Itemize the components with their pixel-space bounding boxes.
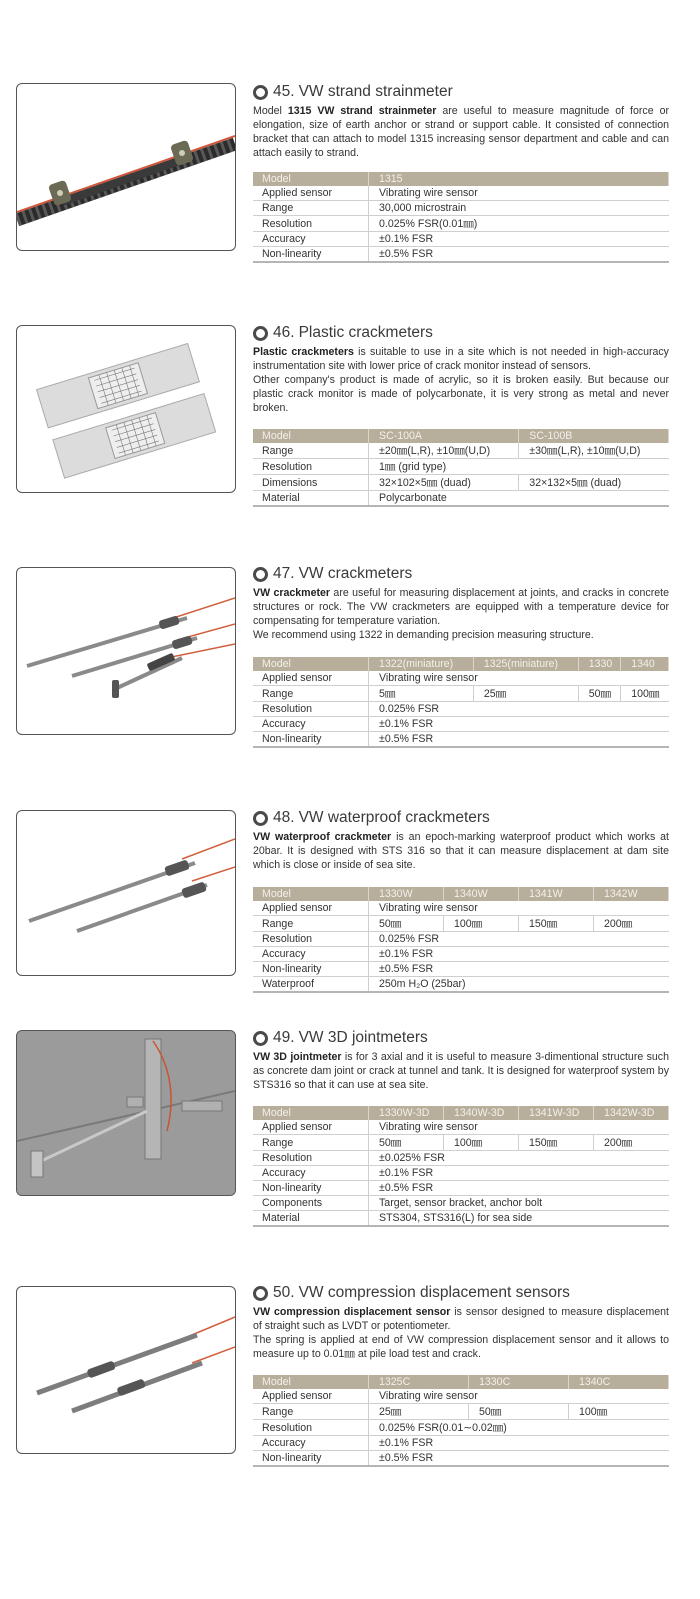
- table-header-row: [253, 657, 669, 671]
- header-label-cell: Model: [253, 887, 369, 901]
- spec-value-cell: 200㎜: [594, 916, 669, 932]
- description-paragraph: [253, 1305, 669, 1333]
- description-text: is for 3 axial and it is useful to measure 3-dimentional structure such as concrete dam joint or crack at tunnel and tank. It is designed for waterproof system by STS316 so that it can use at sea site.: [253, 1051, 669, 1091]
- product-name-bold: VW compression displacement sensor: [253, 1306, 451, 1318]
- spec-table: [253, 429, 669, 507]
- description-paragraph: [253, 830, 669, 872]
- table-row: [253, 475, 669, 491]
- table-row: [253, 702, 669, 717]
- section-title: [253, 564, 669, 584]
- table-row: [253, 1181, 669, 1196]
- spec-label-cell: Resolution: [253, 932, 369, 947]
- section-number: 45.: [273, 83, 295, 100]
- spec-value-cell: Vibrating wire sensor: [369, 901, 669, 916]
- product-name-bold: VW crackmeter: [253, 587, 331, 599]
- spec-label-cell: Non-linearity: [253, 1181, 369, 1196]
- model-cell: 1330W-3D: [369, 1106, 444, 1120]
- spec-value-cell: 32×132×5㎜ (duad): [519, 475, 669, 491]
- spec-value-cell: 150㎜: [519, 1135, 594, 1151]
- description-paragraph: [253, 345, 669, 373]
- vw-3d-jointmeter-photo: [16, 1030, 236, 1196]
- table-row: [253, 1451, 669, 1467]
- spec-value-cell: 50㎜: [469, 1404, 569, 1420]
- spec-table: [253, 1106, 669, 1227]
- table-row: [253, 717, 669, 732]
- table-row: [253, 1436, 669, 1451]
- section-description: [253, 586, 669, 642]
- spec-value-cell: Vibrating wire sensor: [369, 186, 669, 201]
- spec-label-cell: Resolution: [253, 216, 369, 232]
- spec-value-cell: 1㎜ (grid type): [369, 459, 669, 475]
- section-description: [253, 1305, 669, 1361]
- section-title-text: VW waterproof crackmeters: [298, 809, 490, 826]
- model-cell: SC-100A: [369, 429, 519, 443]
- spec-value-cell: Target, sensor bracket, anchor bolt: [369, 1196, 669, 1211]
- bullet-icon: [253, 1031, 268, 1046]
- spec-value-cell: ±0.5% FSR: [369, 1451, 669, 1467]
- spec-value-cell: 50㎜: [578, 686, 621, 702]
- table-row: [253, 1135, 669, 1151]
- description-text: is suitable to use in a site which is not needed in high-accuracy instrumentation site with lower price of crack monitor instead of sensors.: [253, 346, 669, 372]
- spec-value-cell: Vibrating wire sensor: [369, 1389, 669, 1404]
- model-cell: 1342W: [594, 887, 669, 901]
- description-paragraph: [253, 104, 669, 160]
- spec-value-cell: 250m H₂O (25bar): [369, 977, 669, 993]
- section-number: 50.: [273, 1284, 295, 1301]
- table-row: [253, 962, 669, 977]
- spec-value-cell: ±0.5% FSR: [369, 962, 669, 977]
- section-content: [253, 1028, 669, 1092]
- spec-value-cell: ±30㎜(L,R), ±10㎜(U,D): [519, 443, 669, 459]
- spec-label-cell: Accuracy: [253, 1166, 369, 1181]
- section-description: [253, 1050, 669, 1092]
- table-header-row: [253, 887, 669, 901]
- table-row: [253, 671, 669, 686]
- spec-table: [253, 172, 669, 263]
- table-header-row: [253, 1106, 669, 1120]
- spec-value-cell: 25㎜: [369, 1404, 469, 1420]
- table-row: [253, 916, 669, 932]
- header-label-cell: Model: [253, 172, 369, 186]
- spec-label-cell: Accuracy: [253, 717, 369, 732]
- product-name-bold: VW 3D jointmeter: [253, 1051, 342, 1063]
- spec-value-cell: 0.025% FSR(0.01㎜): [369, 216, 669, 232]
- spec-label-cell: Applied sensor: [253, 1120, 369, 1135]
- table-header-row: [253, 429, 669, 443]
- section-title: [253, 1283, 669, 1303]
- spec-label-cell: Non-linearity: [253, 1451, 369, 1467]
- model-cell: 1325C: [369, 1375, 469, 1389]
- table-header-row: [253, 172, 669, 186]
- spec-value-cell: Vibrating wire sensor: [369, 671, 669, 686]
- header-label-cell: Model: [253, 1106, 369, 1120]
- section-content: [253, 808, 669, 872]
- model-cell: 1341W-3D: [519, 1106, 594, 1120]
- section-description: [253, 345, 669, 415]
- model-cell: SC-100B: [519, 429, 669, 443]
- description-paragraph: [253, 1050, 669, 1092]
- section-content: [253, 323, 669, 415]
- spec-label-cell: Applied sensor: [253, 671, 369, 686]
- spec-value-cell: 0.025% FSR: [369, 932, 669, 947]
- spec-label-cell: Non-linearity: [253, 247, 369, 263]
- model-cell: 1330C: [469, 1375, 569, 1389]
- spec-label-cell: Non-linearity: [253, 732, 369, 748]
- table-row: [253, 443, 669, 459]
- table-row: [253, 186, 669, 201]
- model-cell: 1330: [578, 657, 621, 671]
- bullet-icon: [253, 326, 268, 341]
- spec-value-cell: 5㎜: [369, 686, 474, 702]
- table-row: [253, 1389, 669, 1404]
- spec-label-cell: Range: [253, 1404, 369, 1420]
- spec-value-cell: 25㎜: [473, 686, 578, 702]
- bullet-icon: [253, 567, 268, 582]
- spec-value-cell: 50㎜: [369, 916, 444, 932]
- description-paragraph: [253, 628, 669, 642]
- spec-label-cell: Waterproof: [253, 977, 369, 993]
- model-cell: 1325(miniature): [473, 657, 578, 671]
- section-content: [253, 82, 669, 160]
- section-title: [253, 323, 669, 343]
- spec-label-cell: Resolution: [253, 459, 369, 475]
- description-text: is sensor designed to measure displacement of straight such as LVDT or potentiometer.: [253, 1306, 669, 1332]
- vw-compression-sensor-photo: [16, 1286, 236, 1454]
- spec-label-cell: Accuracy: [253, 947, 369, 962]
- section-number: 46.: [273, 324, 295, 341]
- bullet-icon: [253, 1286, 268, 1301]
- spec-value-cell: ±0.5% FSR: [369, 247, 669, 263]
- table-row: [253, 491, 669, 507]
- description-text: are useful for measuring displacement at joints, and cracks in concrete structures or rock. The VW crackmeters are equipped with a temperature device for compensating for temperature variation.: [253, 587, 669, 627]
- spec-label-cell: Applied sensor: [253, 901, 369, 916]
- spec-label-cell: Accuracy: [253, 232, 369, 247]
- product-name-bold: VW waterproof crackmeter: [253, 831, 392, 843]
- strand-strainmeter-photo: [16, 83, 236, 251]
- header-label-cell: Model: [253, 1375, 369, 1389]
- spec-label-cell: Range: [253, 443, 369, 459]
- description-text: The spring is applied at end of VW compression displacement sensor and it allows to measure up to 0.01㎜ at pile load test and crack.: [253, 1334, 669, 1360]
- spec-label-cell: Dimensions: [253, 475, 369, 491]
- spec-label-cell: Range: [253, 1135, 369, 1151]
- spec-label-cell: Applied sensor: [253, 186, 369, 201]
- section-title: [253, 1028, 669, 1048]
- spec-label-cell: Resolution: [253, 1151, 369, 1166]
- table-row: [253, 1420, 669, 1436]
- spec-table: [253, 657, 669, 748]
- spec-label-cell: Accuracy: [253, 1436, 369, 1451]
- section-title-text: VW crackmeters: [298, 565, 413, 582]
- table-row: [253, 216, 669, 232]
- section-title: [253, 808, 669, 828]
- spec-value-cell: 50㎜: [369, 1135, 444, 1151]
- spec-label-cell: Resolution: [253, 1420, 369, 1436]
- table-row: [253, 1151, 669, 1166]
- description-text: Other company's product is made of acrylic, so it is broken easily. But because our plastic crack monitor is made of polycarbonate, it is very strong as metal and never broken.: [253, 374, 669, 414]
- description-paragraph: [253, 586, 669, 628]
- description-paragraph: [253, 373, 669, 415]
- spec-label-cell: Range: [253, 916, 369, 932]
- model-cell: 1341W: [519, 887, 594, 901]
- table-header-row: [253, 1375, 669, 1389]
- table-row: [253, 459, 669, 475]
- spec-value-cell: 100㎜: [444, 916, 519, 932]
- section-content: [253, 1283, 669, 1361]
- description-text: We recommend using 1322 in demanding precision measuring structure.: [253, 629, 594, 641]
- spec-value-cell: Vibrating wire sensor: [369, 1120, 669, 1135]
- header-label-cell: Model: [253, 657, 369, 671]
- model-cell: 1340W-3D: [444, 1106, 519, 1120]
- table-row: [253, 932, 669, 947]
- spec-value-cell: ±0.1% FSR: [369, 717, 669, 732]
- spec-value-cell: STS304, STS316(L) for sea side: [369, 1211, 669, 1227]
- spec-label-cell: Material: [253, 491, 369, 507]
- spec-value-cell: ±0.5% FSR: [369, 732, 669, 748]
- table-row: [253, 1211, 669, 1227]
- table-row: [253, 1404, 669, 1420]
- section-number: 49.: [273, 1029, 295, 1046]
- spec-value-cell: 150㎜: [519, 916, 594, 932]
- spec-value-cell: 32×102×5㎜ (duad): [369, 475, 519, 491]
- spec-value-cell: ±0.1% FSR: [369, 232, 669, 247]
- bullet-icon: [253, 85, 268, 100]
- table-row: [253, 977, 669, 993]
- spec-value-cell: ±0.1% FSR: [369, 1166, 669, 1181]
- spec-value-cell: ±0.1% FSR: [369, 947, 669, 962]
- model-cell: 1322(miniature): [369, 657, 474, 671]
- section-title-text: VW 3D jointmeters: [298, 1029, 428, 1046]
- table-row: [253, 1120, 669, 1135]
- spec-label-cell: Material: [253, 1211, 369, 1227]
- spec-value-cell: ±0.1% FSR: [369, 1436, 669, 1451]
- model-cell: 1330W: [369, 887, 444, 901]
- model-cell: 1340W: [444, 887, 519, 901]
- section-title-text: VW strand strainmeter: [298, 83, 453, 100]
- product-name-bold: 1315 VW strand strainmeter: [287, 105, 437, 117]
- description-text: Model: [253, 105, 288, 117]
- product-name-bold: Plastic crackmeters: [253, 346, 354, 358]
- section-content: [253, 564, 669, 642]
- section-description: [253, 104, 669, 160]
- spec-value-cell: 100㎜: [621, 686, 669, 702]
- spec-label-cell: Range: [253, 686, 369, 702]
- spec-value-cell: 100㎜: [569, 1404, 669, 1420]
- spec-value-cell: ±0.5% FSR: [369, 1181, 669, 1196]
- spec-label-cell: Non-linearity: [253, 962, 369, 977]
- vw-waterproof-crackmeter-photo: [16, 810, 236, 976]
- spec-value-cell: 30,000 microstrain: [369, 201, 669, 216]
- plastic-crackmeter-photo: [16, 325, 236, 493]
- spec-value-cell: 0.025% FSR(0.01∼0.02㎜): [369, 1420, 669, 1436]
- spec-value-cell: 100㎜: [444, 1135, 519, 1151]
- spec-value-cell: Polycarbonate: [369, 491, 669, 507]
- section-description: [253, 830, 669, 872]
- model-cell: 1342W-3D: [594, 1106, 669, 1120]
- spec-label-cell: Range: [253, 201, 369, 216]
- bullet-icon: [253, 811, 268, 826]
- table-row: [253, 247, 669, 263]
- section-number: 47.: [273, 565, 295, 582]
- section-title-text: VW compression displacement sensors: [298, 1284, 570, 1301]
- vw-crackmeter-photo: [16, 567, 236, 735]
- model-cell: 1340C: [569, 1375, 669, 1389]
- table-row: [253, 1166, 669, 1181]
- spec-label-cell: Components: [253, 1196, 369, 1211]
- table-row: [253, 232, 669, 247]
- spec-value-cell: 0.025% FSR: [369, 702, 669, 717]
- spec-label-cell: Resolution: [253, 702, 369, 717]
- spec-table: [253, 1375, 669, 1467]
- table-row: [253, 901, 669, 916]
- spec-value-cell: 200㎜: [594, 1135, 669, 1151]
- description-paragraph: [253, 1333, 669, 1361]
- table-row: [253, 1196, 669, 1211]
- table-row: [253, 732, 669, 748]
- table-row: [253, 686, 669, 702]
- section-number: 48.: [273, 809, 295, 826]
- spec-label-cell: Applied sensor: [253, 1389, 369, 1404]
- description-text: is an epoch-marking waterproof product which works at 20bar. It is designed with STS 316 so that it can measure displacement at dam site which is close or inside of sea site.: [253, 831, 669, 871]
- table-row: [253, 947, 669, 962]
- spec-value-cell: ±20㎜(L,R), ±10㎜(U,D): [369, 443, 519, 459]
- model-cell: 1315: [369, 172, 669, 186]
- model-cell: 1340: [621, 657, 669, 671]
- header-label-cell: Model: [253, 429, 369, 443]
- section-title-text: Plastic crackmeters: [298, 324, 433, 341]
- spec-value-cell: ±0.025% FSR: [369, 1151, 669, 1166]
- table-row: [253, 201, 669, 216]
- description-text: are useful to measure magnitude of force or elongation, size of earth anchor or strand or support cable. It consisted of connection bracket that can attach to model 1315 increasing sensor department and cable and can attach easily to strand.: [253, 105, 669, 159]
- spec-table: [253, 887, 669, 993]
- section-title: [253, 82, 669, 102]
